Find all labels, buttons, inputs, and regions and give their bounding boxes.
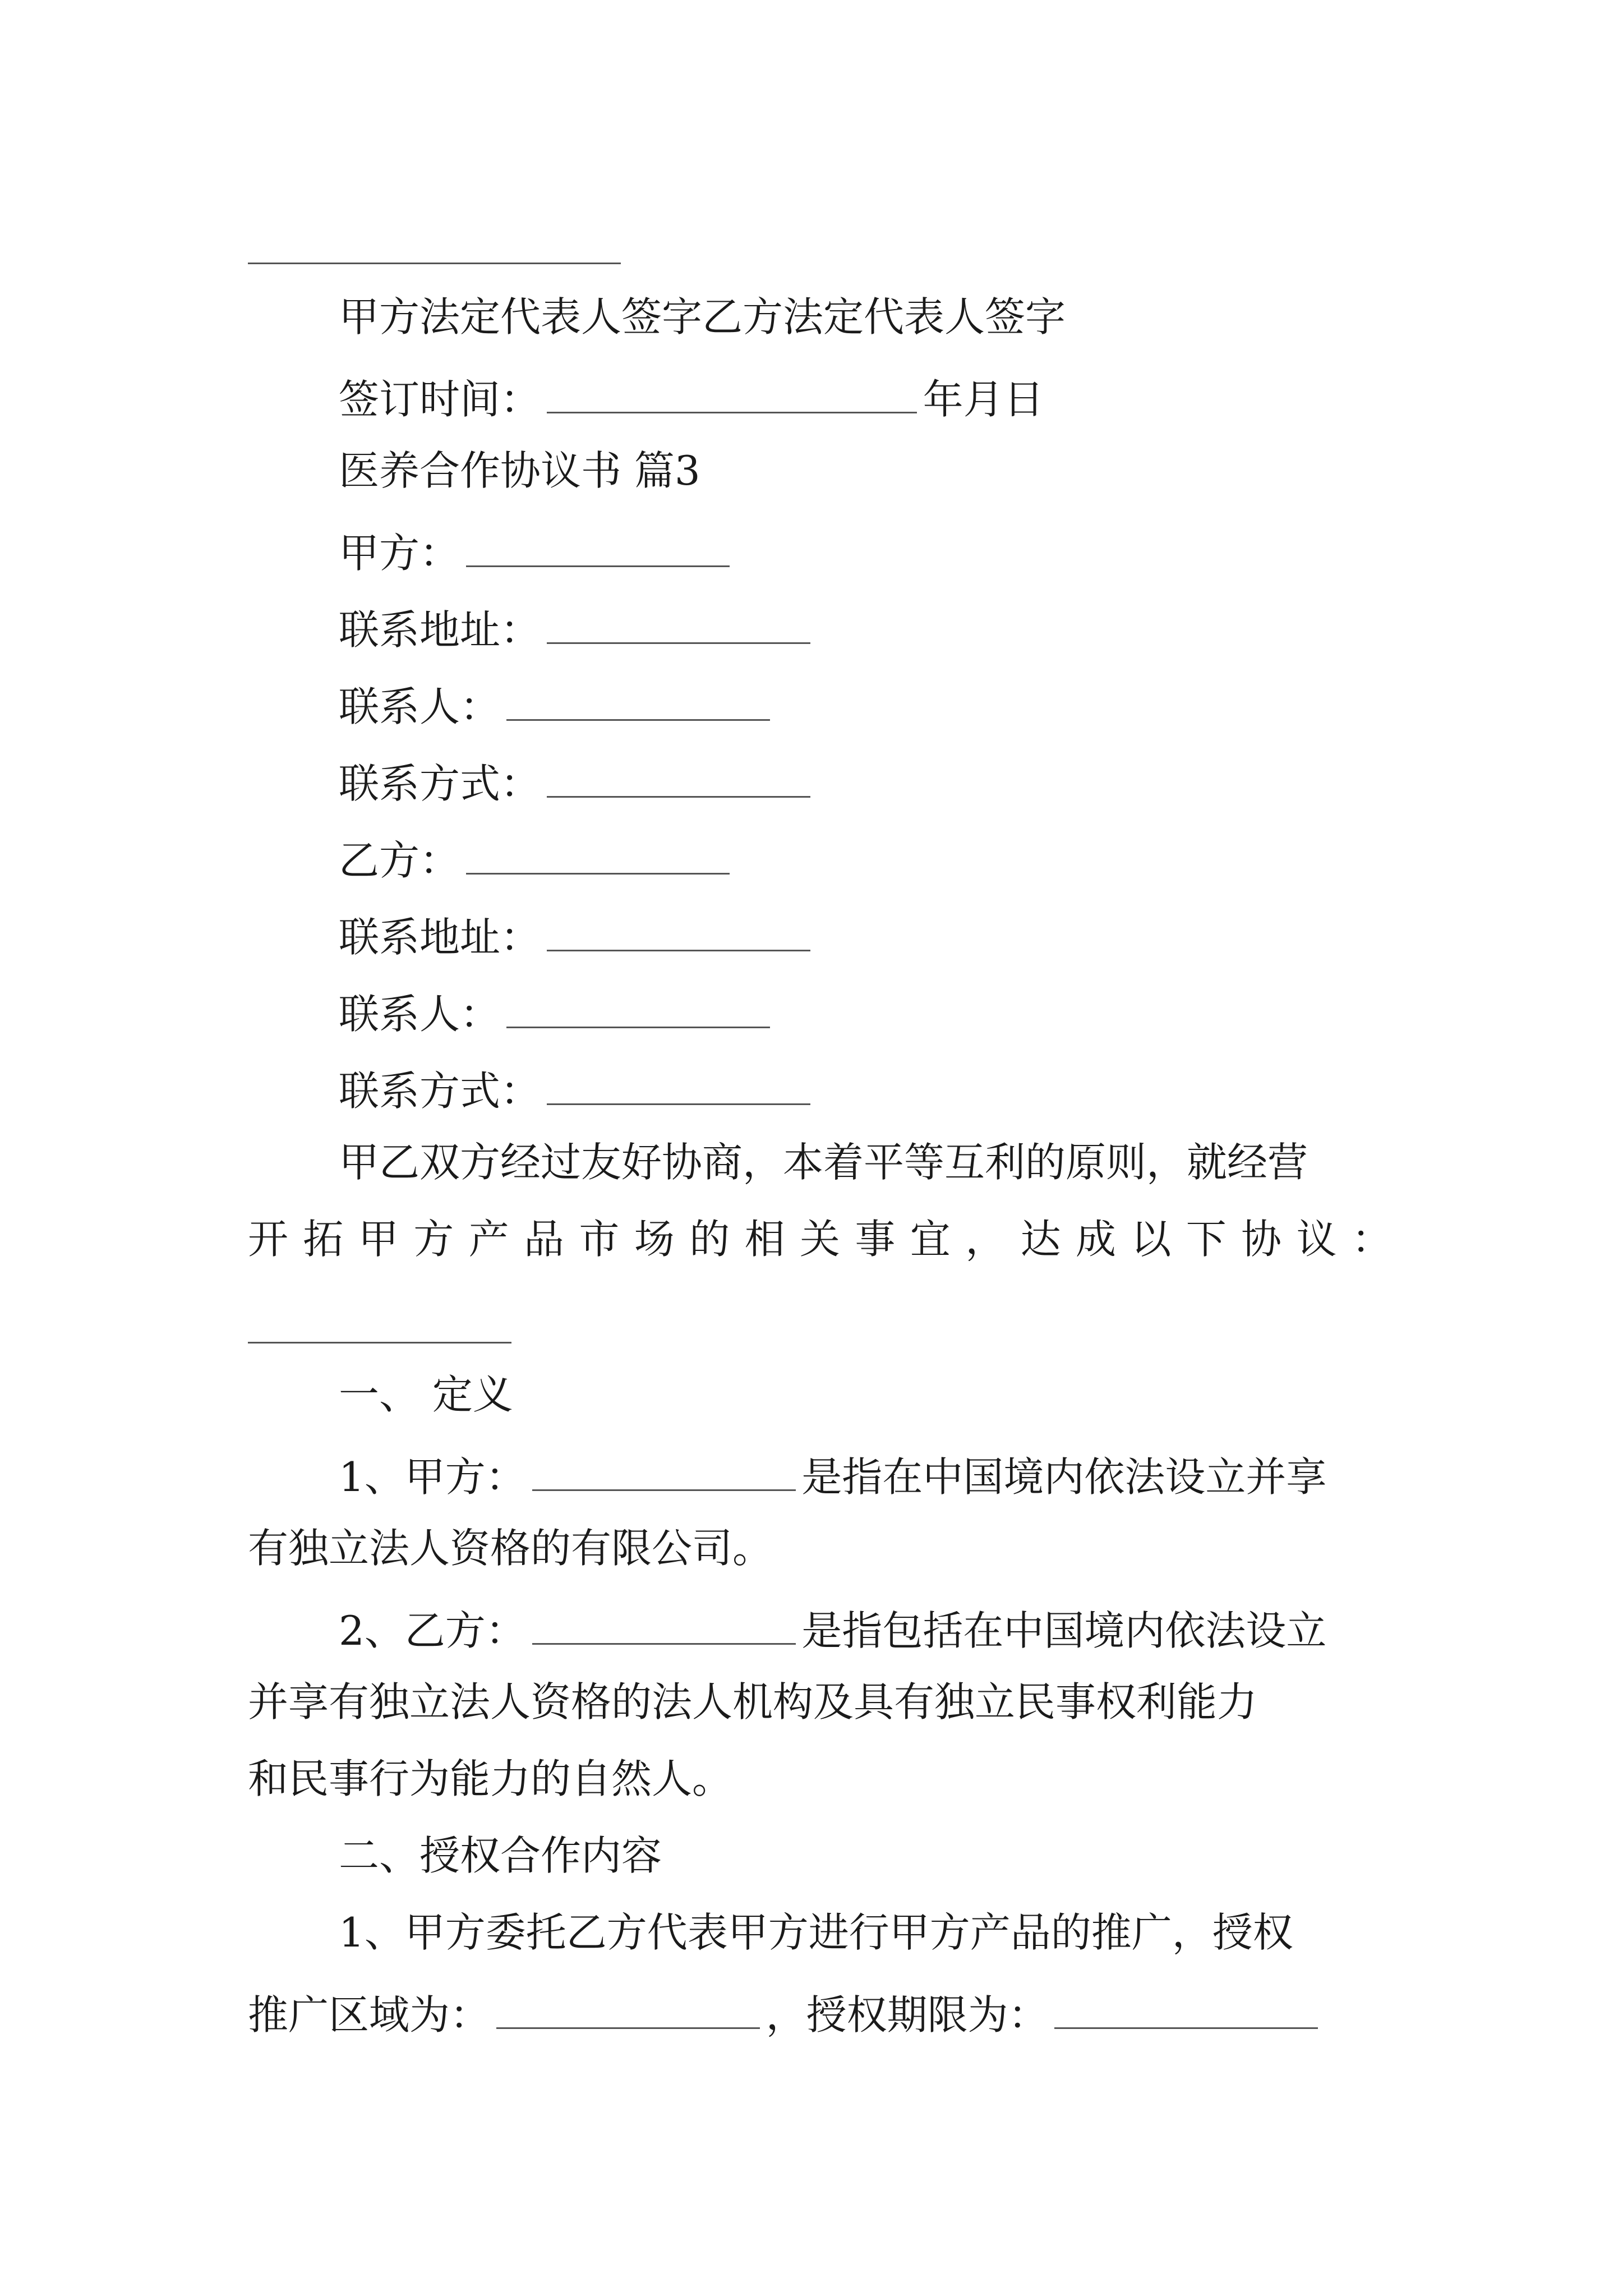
signing-date-label: 签订时间： <box>339 376 541 423</box>
definition-b-suffix: 是指包括在中国境内依法设立 <box>801 1607 1327 1654</box>
party-a-name-line <box>339 525 1392 576</box>
party-b-name-blank[interactable] <box>466 832 730 875</box>
party-a-name-blank[interactable] <box>466 525 730 567</box>
definition-b-line-1 <box>339 1603 1392 1653</box>
top-divider <box>248 263 621 264</box>
definition-b-line-3 <box>248 1756 1392 1801</box>
party-a-contact-line <box>339 679 1392 729</box>
signature-line <box>339 295 1392 339</box>
authorization-line-2 <box>248 1987 1392 2037</box>
party-b-contact-label: 联系人： <box>339 991 501 1038</box>
signature-text: 甲方法定代表人签字乙方法定代表人签字 <box>339 293 1066 341</box>
party-a-name-label: 甲方： <box>339 530 460 577</box>
intro-line-1 <box>339 1140 1392 1185</box>
party-a-address-blank[interactable] <box>547 602 810 644</box>
party-a-address-line <box>339 602 1392 652</box>
party-a-phone-label: 联系方式： <box>339 760 541 807</box>
definition-a-blank[interactable] <box>532 1449 796 1491</box>
section-2-title <box>339 1833 1392 1878</box>
signing-date-blank[interactable] <box>547 371 917 413</box>
party-b-address-blank[interactable] <box>547 909 810 951</box>
definition-b-line-2 <box>248 1680 1392 1724</box>
signing-date-line <box>339 371 1392 422</box>
signing-date-suffix: 年月日 <box>923 376 1044 423</box>
authorization-line-1 <box>339 1910 1392 1955</box>
definition-a-suffix: 是指在中国境内依法设立并享 <box>801 1453 1327 1501</box>
intro-blank[interactable] <box>248 1342 511 1343</box>
party-b-address-label: 联系地址： <box>339 914 541 961</box>
intro-line-2 <box>248 1217 1392 1262</box>
party-b-name-label: 乙方： <box>339 837 460 884</box>
party-a-phone-blank[interactable] <box>547 756 810 798</box>
party-b-contact-blank[interactable] <box>506 986 770 1028</box>
definition-b-prefix: 2、乙方： <box>339 1607 526 1654</box>
promotion-region-label: 推广区域为： <box>248 1991 491 2039</box>
definition-b-text-3: 和民事行为能力的自然人。 <box>248 1755 733 1802</box>
section-1-title-text: 一、 定义 <box>339 1371 513 1418</box>
intro-text-2: 开拓甲方产品市场的相关事宜，达成以下协议： <box>248 1216 1392 1263</box>
authorization-term-blank[interactable] <box>1054 1987 1318 2029</box>
party-b-phone-line <box>339 1063 1392 1114</box>
heading-text: 医养合作协议书 篇3 <box>339 447 700 494</box>
party-a-contact-blank[interactable] <box>506 679 770 721</box>
section-2-title-text: 二、授权合作内容 <box>339 1832 662 1879</box>
party-b-contact-line <box>339 986 1392 1037</box>
intro-text-1: 甲乙双方经过友好协商，本着平等互利的原则，就经营 <box>339 1139 1308 1186</box>
party-b-phone-blank[interactable] <box>547 1063 810 1105</box>
party-b-address-line <box>339 909 1392 960</box>
definition-a-line-2 <box>248 1526 1392 1571</box>
definition-b-blank[interactable] <box>532 1603 796 1645</box>
party-b-phone-label: 联系方式： <box>339 1068 541 1115</box>
definition-a-line-1 <box>339 1449 1392 1499</box>
party-a-address-label: 联系地址： <box>339 606 541 654</box>
promotion-region-blank[interactable] <box>496 1987 760 2029</box>
document-heading <box>339 448 1392 493</box>
definition-b-text-2: 并享有独立法人资格的法人机构及具有独立民事权利能力 <box>248 1678 1258 1726</box>
party-b-name-line <box>339 832 1392 883</box>
definition-a-prefix: 1、甲方： <box>339 1453 526 1501</box>
party-a-phone-line <box>339 756 1392 806</box>
definition-a-text-2: 有独立法人资格的有限公司。 <box>248 1525 773 1572</box>
authorization-term-label: ，授权期限为： <box>766 1991 1049 2039</box>
authorization-text-1: 1、甲方委托乙方代表甲方进行甲方产品的推广，授权 <box>339 1909 1293 1956</box>
party-a-contact-label: 联系人： <box>339 683 501 730</box>
section-1-title <box>339 1372 1392 1417</box>
